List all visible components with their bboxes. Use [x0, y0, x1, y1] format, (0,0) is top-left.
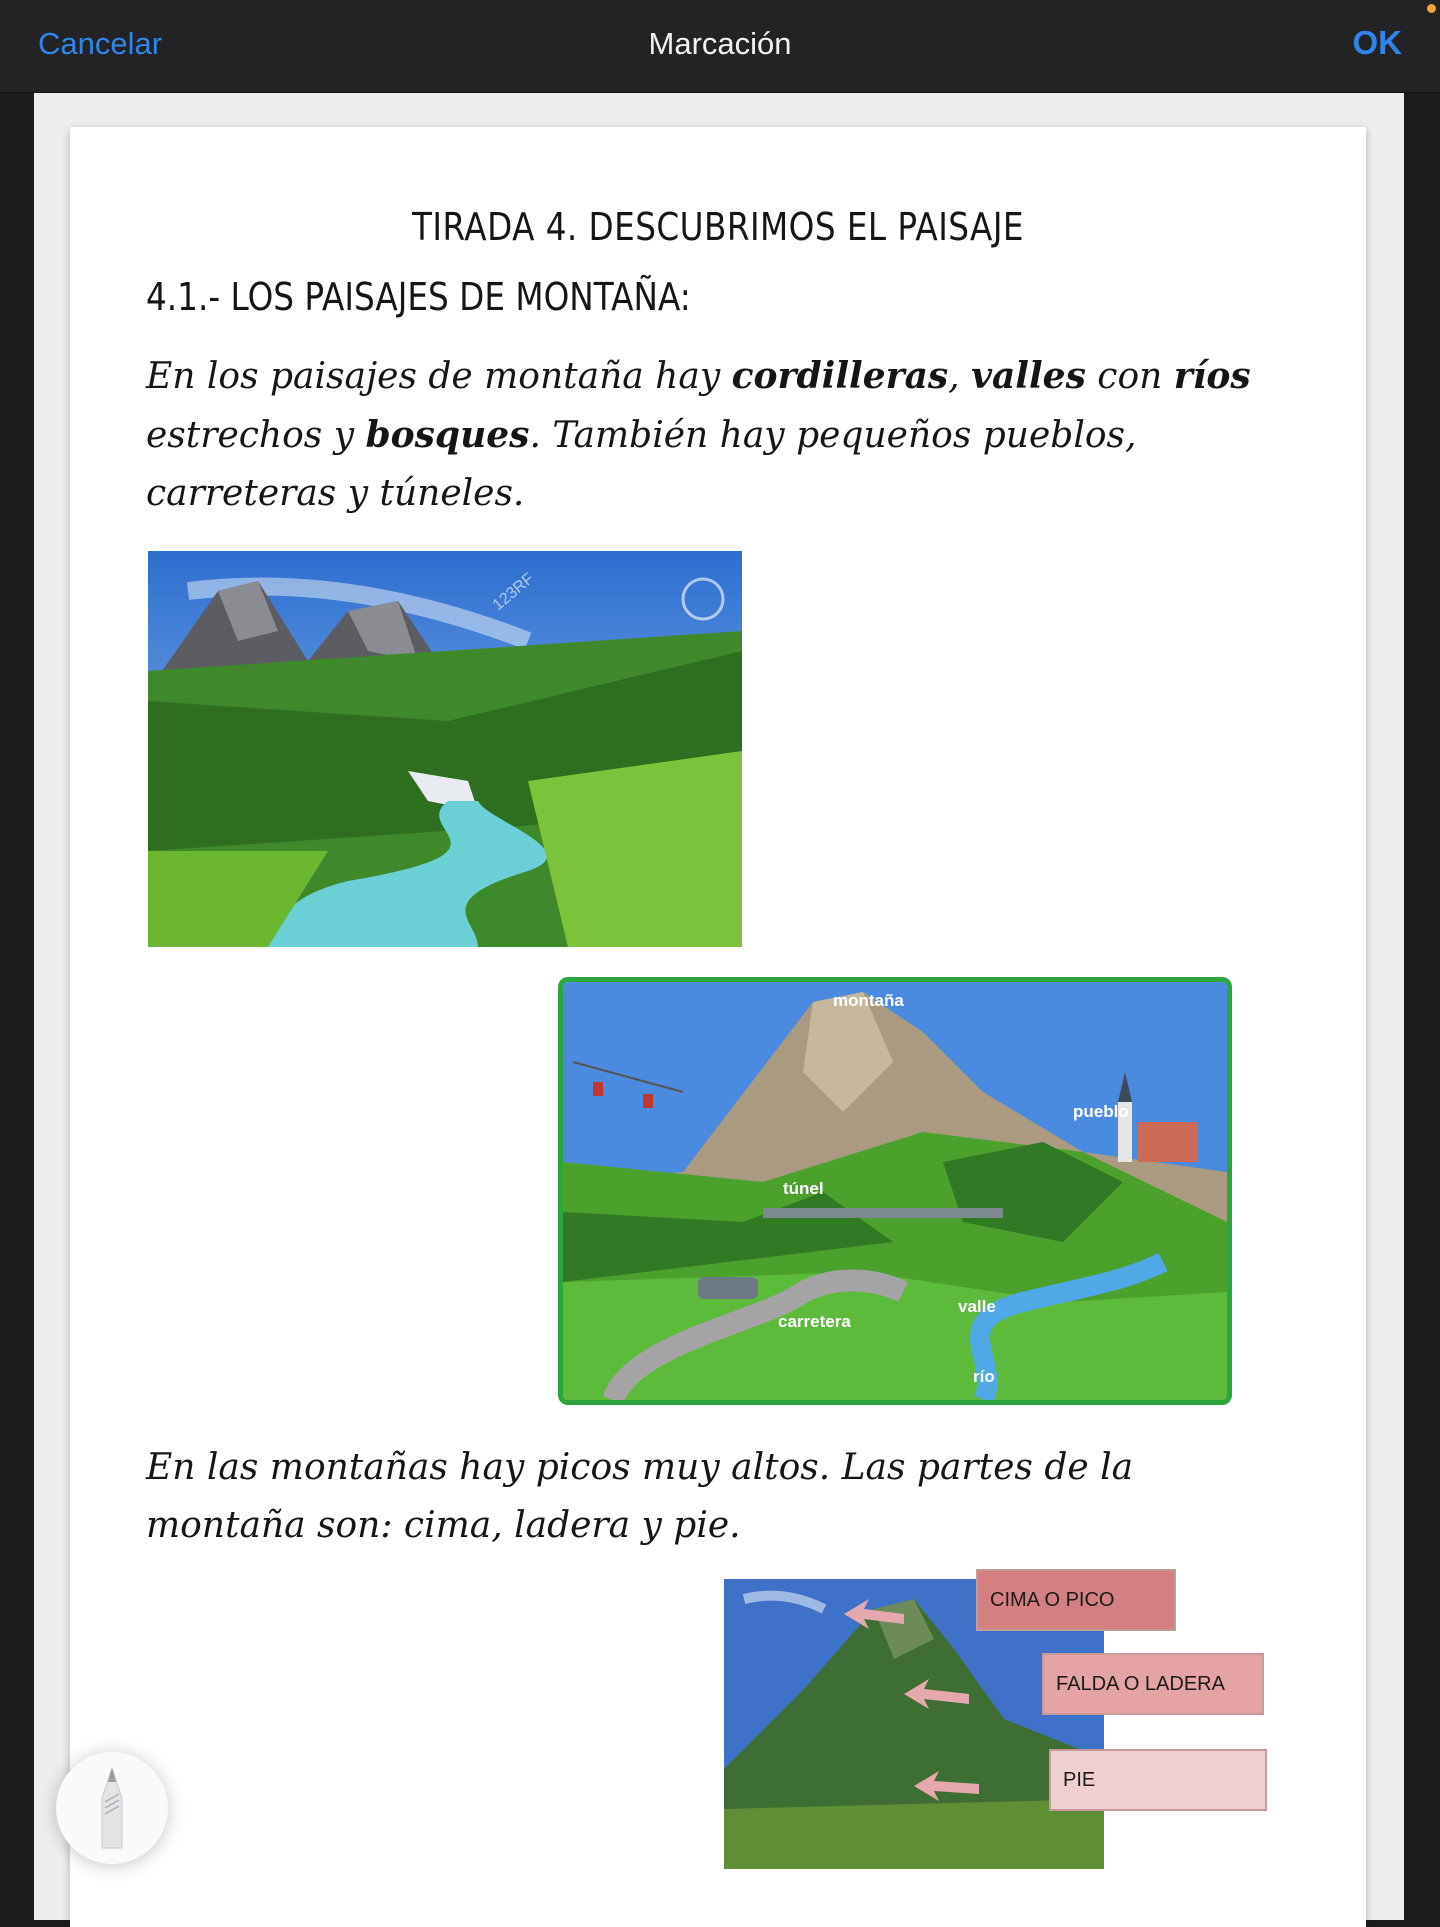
mountain-parts-diagram	[724, 1569, 1274, 1879]
status-indicator-dot	[1427, 4, 1436, 13]
label-montana: montaña	[833, 991, 904, 1010]
label-valle: valle	[958, 1297, 996, 1316]
pencil-icon	[56, 1752, 168, 1864]
label-pie: PIE	[1049, 1749, 1267, 1811]
paragraph-mountain-parts: En las montañas hay picos muy altos. Las partes de la montaña son: cima, ladera y pie.	[146, 1447, 1134, 1546]
mountain-landscape-illustration	[558, 977, 1232, 1405]
document-page	[70, 127, 1366, 1927]
ok-button[interactable]: OK	[1352, 24, 1402, 61]
nav-title: Marcación	[648, 26, 792, 61]
label-pueblo: pueblo	[1073, 1102, 1129, 1121]
paragraph-mountain-landscape: En los paisajes de montaña hay cordilleras, valles con ríos estrechos y bosques. También hay pequeños pueblos, carreteras y túneles.	[146, 355, 1251, 514]
markup-canvas[interactable]	[34, 93, 1404, 1920]
section-heading: 4.1.- LOS PAISAJES DE MONTAÑA:	[146, 275, 691, 319]
label-tunel: túnel	[783, 1179, 824, 1198]
watermark-text: 123RF	[489, 570, 538, 615]
label-falda-o-ladera: FALDA O LADERA	[1042, 1653, 1264, 1715]
mountain-river-photo	[148, 551, 742, 947]
cancel-button[interactable]: Cancelar	[38, 26, 163, 61]
label-carretera: carretera	[778, 1312, 851, 1331]
label-cima-o-pico: CIMA O PICO	[976, 1569, 1176, 1631]
document-title: TIRADA 4. DESCUBRIMOS EL PAISAJE	[412, 205, 1024, 249]
label-rio: río	[973, 1367, 995, 1386]
navigation-bar	[0, 0, 1440, 93]
pencil-tool-button[interactable]	[56, 1752, 168, 1864]
